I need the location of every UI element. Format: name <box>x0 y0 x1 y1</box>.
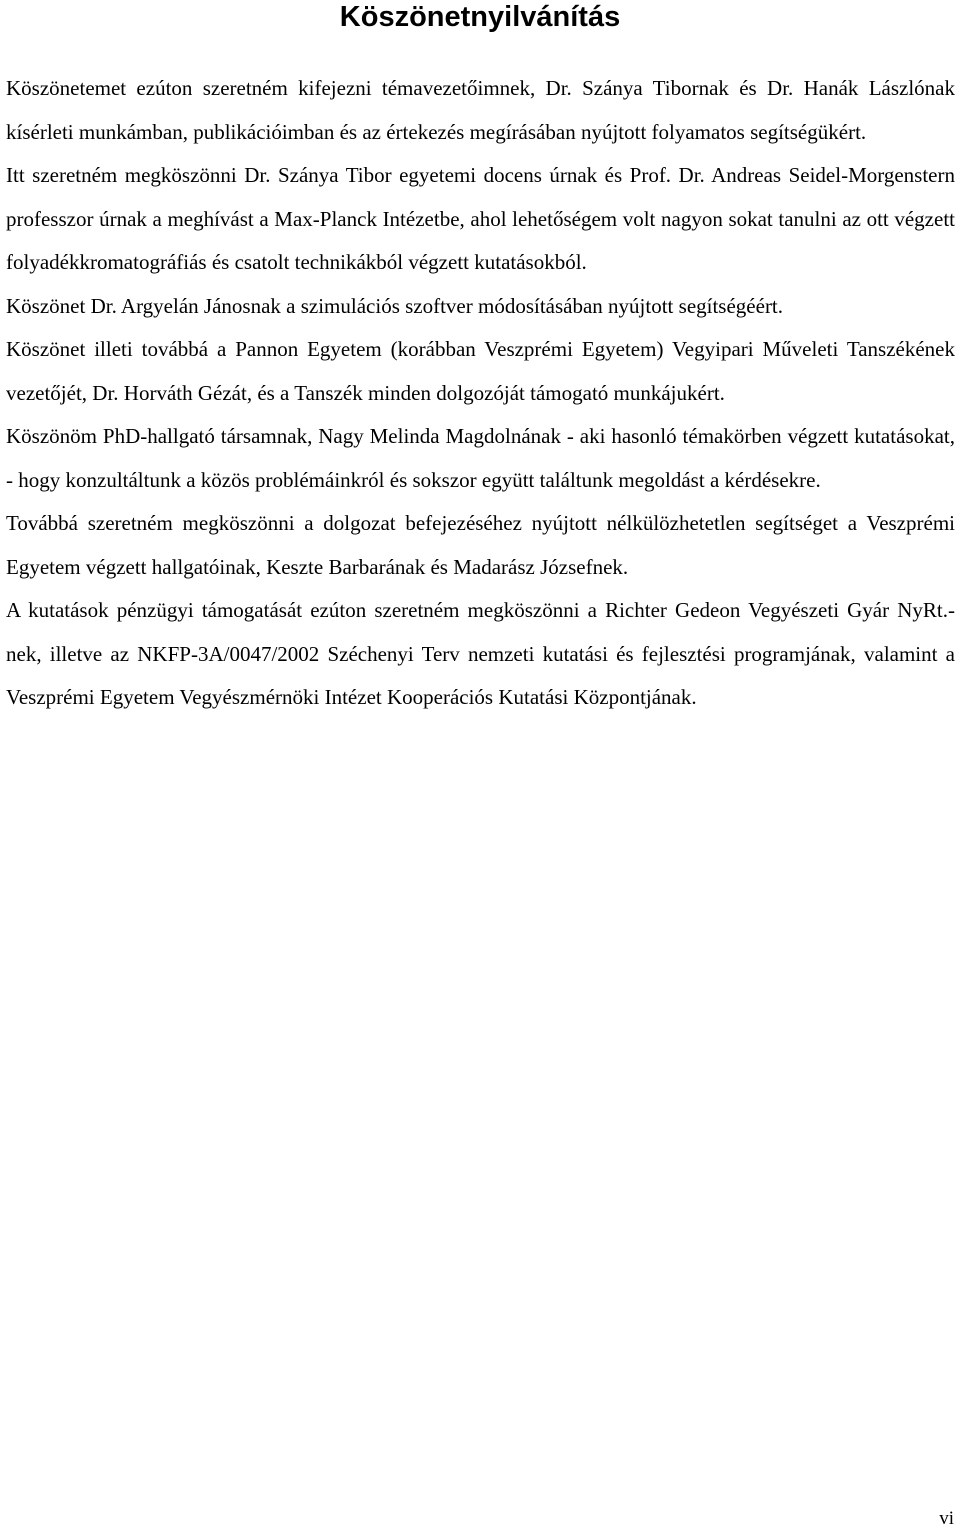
paragraph-supervisors: Köszönetemet ezúton szeretném kifejezni témavezetőimnek, Dr. Szánya Tibornak és Dr. Hanák Lászlónak kísérleti munkámban, publikációimban és az értekezés megírásában nyújtott folyamatos segítségükért. <box>6 76 955 144</box>
page-title: Köszönetnyilvánítás <box>339 1 621 33</box>
paragraph-max-planck: Itt szeretném megköszönni Dr. Szánya Tibor egyetemi docens úrnak és Prof. Dr. Andreas Seidel-Morgenstern professzor úrnak a meghívást a Max-Planck Intézetbe, ahol lehetőségem volt nagyon sokat tanulni az ott végzett folyadékkromatográfiás és csatolt technikákból végzett kutatásokból. <box>6 163 955 274</box>
page-number: vi <box>939 1508 954 1529</box>
paragraph-funding: A kutatások pénzügyi támogatását ezúton szeretném megköszönni a Richter Gedeon Vegyészeti Gyár NyRt.-nek, illetve az NKFP-3A/0047/2002 Széchenyi Terv nemzeti kutatási és fejlesztési programjának, valamint a Veszprémi Egyetem Vegyészmérnöki Intézet Kooperációs Kutatási Központjának. <box>6 598 955 709</box>
paragraph-department: Köszönet illeti továbbá a Pannon Egyetem (korábban Veszprémi Egyetem) Vegyipari Műveleti Tanszékének vezetőjét, Dr. Horváth Gézát, és a Tanszék minden dolgozóját támogató munkájukért. <box>6 337 955 405</box>
paragraph-phd-colleague: Köszönöm PhD-hallgató társamnak, Nagy Melinda Magdolnának - aki hasonló témakörben végzett kutatásokat, - hogy konzultáltunk a közös problémáinkról és sokszor együtt találtunk megoldást a kérdésekre. <box>6 424 955 492</box>
acknowledgement-body <box>6 67 955 720</box>
paragraph-simulation-software: Köszönet Dr. Argyelán Jánosnak a szimulációs szoftver módosításában nyújtott segítségéért. <box>6 293 784 318</box>
paragraph-students: Továbbá szeretném megköszönni a dolgozat befejezéséhez nyújtott nélkülözhetetlen segítséget a Veszprémi Egyetem végzett hallgatóinak, Keszte Barbarának és Madarász Józsefnek. <box>6 511 955 579</box>
